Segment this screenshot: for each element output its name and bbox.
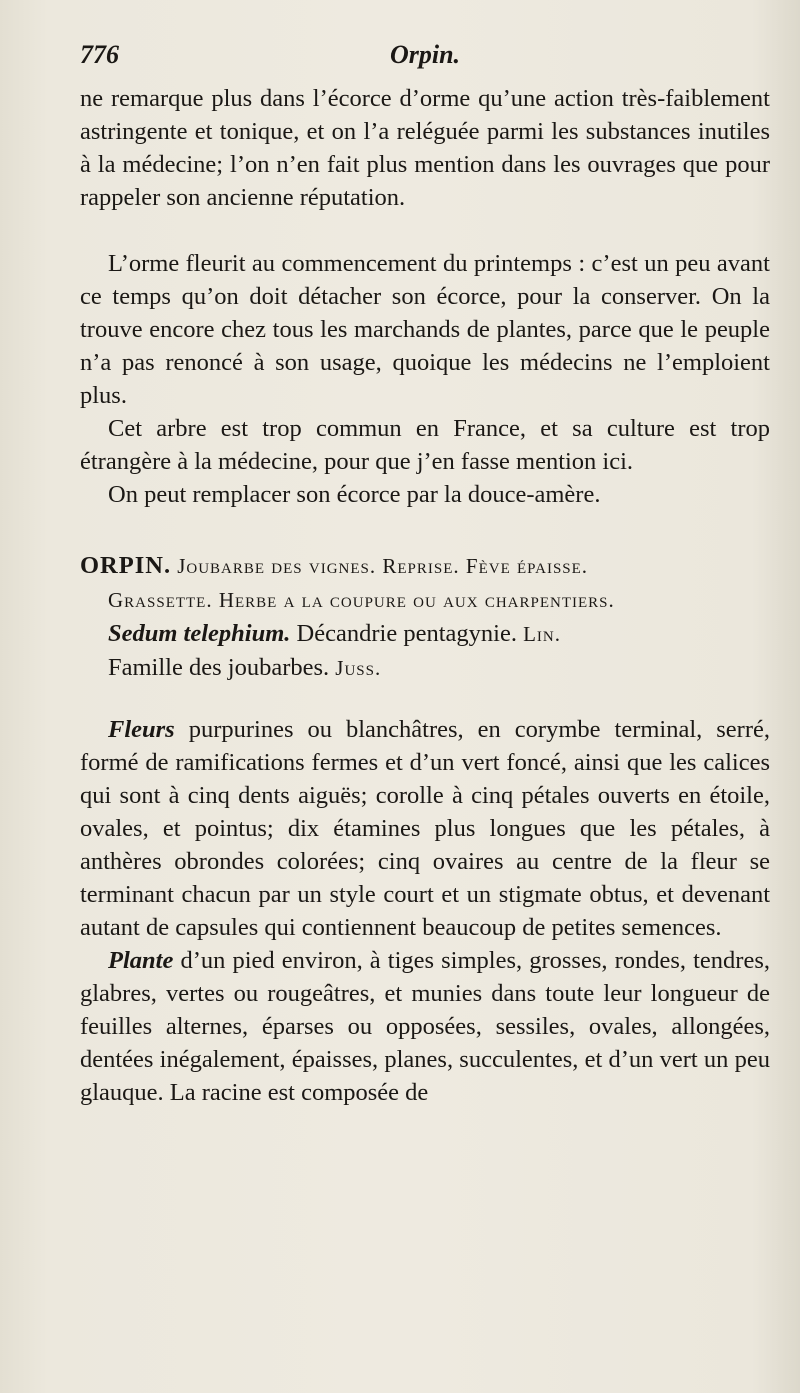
entry-synonyms-line2: Grassette. Herbe a la coupure ou aux charpentiers.	[108, 588, 615, 612]
fleurs-text: purpurines ou blanchâtres, en corymbe terminal, serré, formé de ramifications fermes et d’un vert foncé, ainsi que les calices qui sont à cinq dents aiguës; corolle à cinq pétales ouverts en étoile, ovales, et pointus; dix étamines plus longues que les pétales, à anthères obrondes colorées; cinq ovaires au centre de la fleur se terminant chacun par un style court et un stigmate obtus, et devenant autant de capsules qui contiennent beaucoup de petites semences.	[80, 716, 770, 941]
plante-label: Plante	[108, 947, 174, 974]
entry-latin-name: Sedum telephium.	[108, 620, 291, 647]
description-plante	[80, 944, 770, 1109]
description-fleurs	[80, 713, 770, 944]
page-header	[80, 40, 770, 76]
paragraph-orme-remplacement: On peut remplacer son écorce par la douce-amère.	[108, 481, 601, 508]
plante-text: d’un pied environ, à tiges simples, grosses, rondes, tendres, glabres, vertes ou rougeâtres, et munies dans toute leur longueur de feuilles alternes, éparses ou opposées, sessiles, ovales, allongées, dentées inégalement, épaisses, planes, succulentes, et d’un vert un peu glauque. La racine est composée de	[80, 947, 770, 1106]
entry-family: Famille des joubarbes.	[108, 654, 330, 681]
running-title: Orpin.	[389, 40, 461, 69]
paragraph-orme-culture: Cet arbre est trop commun en France, et sa culture est trop étrangère à la médecine, pour que j’en fasse mention ici.	[80, 415, 770, 475]
entry-synonyms-line1: Joubarbe des vignes. Reprise. Fève épaisse.	[177, 554, 589, 578]
entry-classification: Décandrie pentagynie.	[296, 620, 517, 647]
paragraph-orme-floraison: L’orme fleurit au commencement du printemps : c’est un peu avant ce temps qu’on doit détacher son écorce, pour la conserver. On la trouve encore chez tous les marchands de plantes, parce que le peuple n’a pas renoncé à son usage, quoique les médecins ne l’emploient plus.	[80, 250, 770, 409]
entry-classification-author: Lin.	[523, 622, 561, 646]
page-text	[80, 82, 770, 1109]
paragraph-orme-action: ne remarque plus dans l’écorce d’orme qu’une action très-faiblement astringente et tonique, et on l’a reléguée parmi les substances inutiles à la médecine; l’on n’en fait plus mention dans les ouvrages que pour rappeler son ancienne réputation.	[80, 85, 770, 211]
entry-name: ORPIN.	[80, 552, 172, 579]
entry-heading	[80, 549, 770, 685]
page-number: 776	[80, 40, 119, 69]
fleurs-label: Fleurs	[108, 716, 175, 743]
entry-family-author: Juss.	[335, 656, 382, 680]
